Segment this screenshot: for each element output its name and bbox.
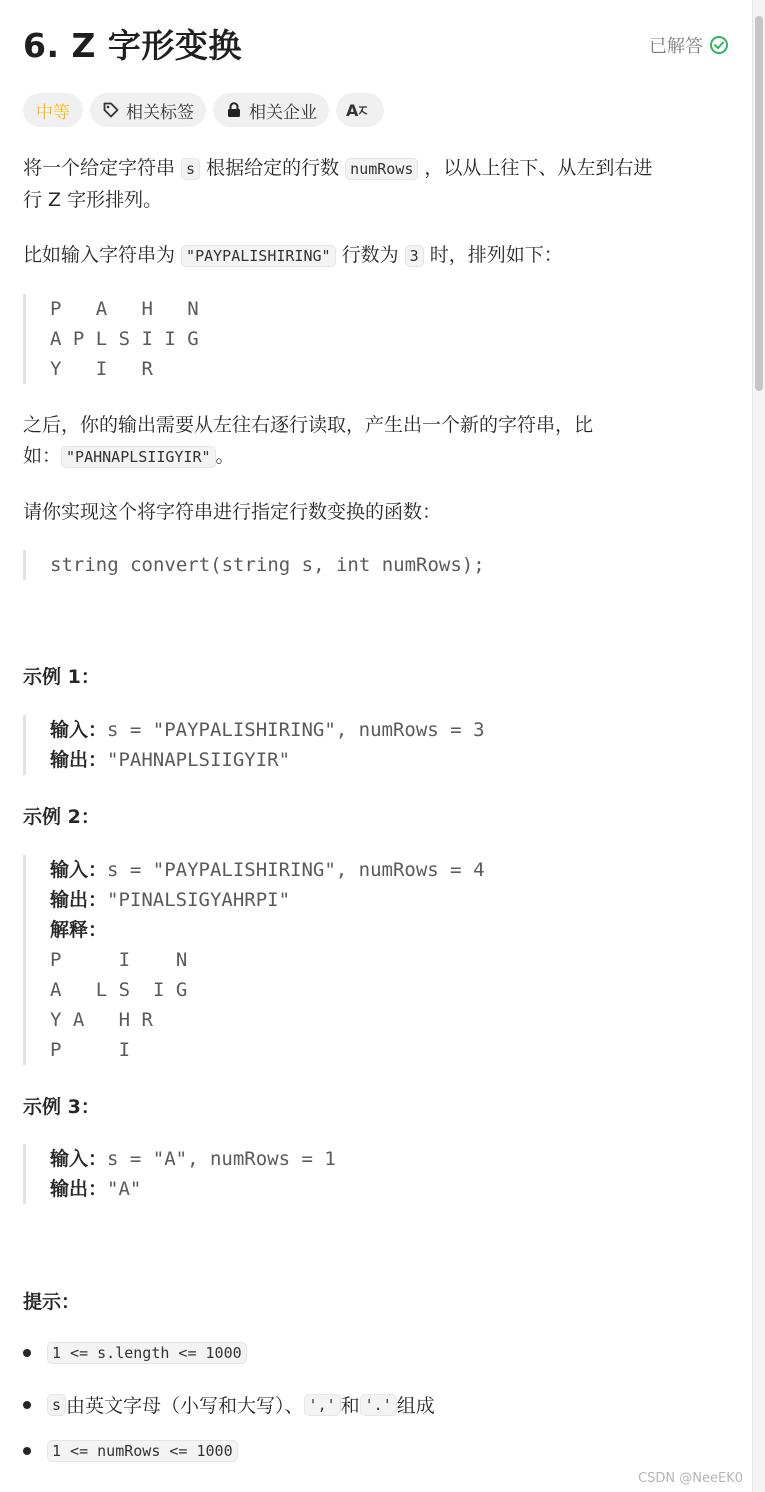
example-input: s = "PAYPALISHIRING", numRows = 3 <box>107 719 485 741</box>
example-input: s = "PAYPALISHIRING", numRows = 4 <box>107 859 485 881</box>
description-paragraph-2 <box>23 240 723 272</box>
example-explanation: P I N A L S I G Y A H R P I <box>50 949 188 1061</box>
zigzag-example-block: P A H N A P L S I I G Y I R <box>23 294 199 384</box>
inline-code-numrows: numRows <box>345 158 418 180</box>
constraint-text: 和 <box>340 1395 360 1417</box>
example-2-heading: 示例 2： <box>23 806 100 828</box>
example-output: "A" <box>107 1178 142 1200</box>
translate-glyph-icon <box>358 104 368 116</box>
constraint-code: 1 <= s.length <= 1000 <box>47 1342 247 1364</box>
example-2-block <box>23 855 485 1065</box>
text-span: ，以从上往下、从左到右进 <box>418 157 653 179</box>
example-1-heading: 示例 1： <box>23 666 100 688</box>
text-span: 。 <box>215 445 235 467</box>
problem-title: 6. Z 字形变换 <box>23 26 242 65</box>
text-span: 时，排列如下： <box>423 244 563 266</box>
constraint-code: 1 <= numRows <= 1000 <box>47 1440 238 1462</box>
example-output: "PAHNAPLSIIGYIR" <box>107 749 291 771</box>
input-label: 输入： <box>50 719 108 741</box>
constraint-text: 组成 <box>396 1395 435 1417</box>
bullet-dot-icon <box>23 1401 31 1409</box>
constraint-text: 由英文字母（小写和大写）、 <box>66 1395 304 1417</box>
related-topics-button[interactable] <box>90 93 206 127</box>
description-paragraph-1 <box>23 153 723 216</box>
example-output: "PINALSIGYAHRPI" <box>107 889 291 911</box>
scrollbar-thumb[interactable] <box>755 16 763 391</box>
related-topics-label: 相关标签 <box>126 102 194 123</box>
problem-header <box>23 24 729 68</box>
description-paragraph-3 <box>23 410 723 473</box>
example-3-heading: 示例 3： <box>23 1096 100 1118</box>
translate-button[interactable] <box>336 93 384 127</box>
related-companies-label: 相关企业 <box>249 102 317 123</box>
solved-label: 已解答 <box>649 36 703 57</box>
related-companies-button[interactable] <box>213 93 329 127</box>
inline-code-input-string: "PAYPALISHIRING" <box>181 245 336 267</box>
constraint-item <box>23 1391 435 1418</box>
input-label: 输入： <box>50 859 108 881</box>
function-signature-block: string convert(string s, int numRows); <box>23 550 485 580</box>
constraint-code: '.' <box>360 1394 397 1416</box>
explanation-label: 解释： <box>50 919 108 941</box>
check-circle-icon <box>709 35 729 55</box>
bullet-dot-icon <box>23 1447 31 1455</box>
constraint-code: ',' <box>304 1394 341 1416</box>
constraint-code: s <box>47 1394 66 1416</box>
constraints-heading: 提示： <box>23 1291 81 1313</box>
output-label: 输出： <box>50 749 108 771</box>
inline-code-s: s <box>181 158 200 180</box>
output-label: 输出： <box>50 889 108 911</box>
tag-icon <box>102 101 120 119</box>
input-label: 输入： <box>50 1148 108 1170</box>
lock-icon <box>225 101 243 119</box>
example-1-block <box>23 715 485 775</box>
text-span: 如： <box>23 445 62 467</box>
text-span: 比如输入字符串为 <box>23 244 182 266</box>
solved-status[interactable] <box>649 32 729 58</box>
output-label: 输出： <box>50 1178 108 1200</box>
text-span: 根据给定的行数 <box>200 157 346 179</box>
text-span: 之后，你的输出需要从左往右逐行读取，产生出一个新的字符串，比 <box>23 414 594 436</box>
vertical-scrollbar[interactable] <box>752 0 765 1492</box>
text-span: 行数为 <box>335 244 405 266</box>
description-paragraph-4: 请你实现这个将字符串进行指定行数变换的函数： <box>23 501 442 523</box>
bullet-dot-icon <box>23 1349 31 1357</box>
text-span: 将一个给定字符串 <box>23 157 182 179</box>
tag-bar <box>23 93 384 127</box>
translate-icon: A <box>346 100 359 120</box>
inline-code-rows: 3 <box>405 245 424 267</box>
example-input: s = "A", numRows = 1 <box>107 1148 336 1170</box>
constraint-item <box>23 1342 247 1364</box>
difficulty-badge[interactable]: 中等 <box>23 93 83 127</box>
inline-code-output-string: "PAHNAPLSIIGYIR" <box>61 446 216 468</box>
example-3-block <box>23 1144 336 1204</box>
text-span: 行 Z 字形排列。 <box>23 189 163 211</box>
constraint-item <box>23 1440 238 1462</box>
watermark: CSDN @NeeEK0 <box>638 1471 743 1486</box>
